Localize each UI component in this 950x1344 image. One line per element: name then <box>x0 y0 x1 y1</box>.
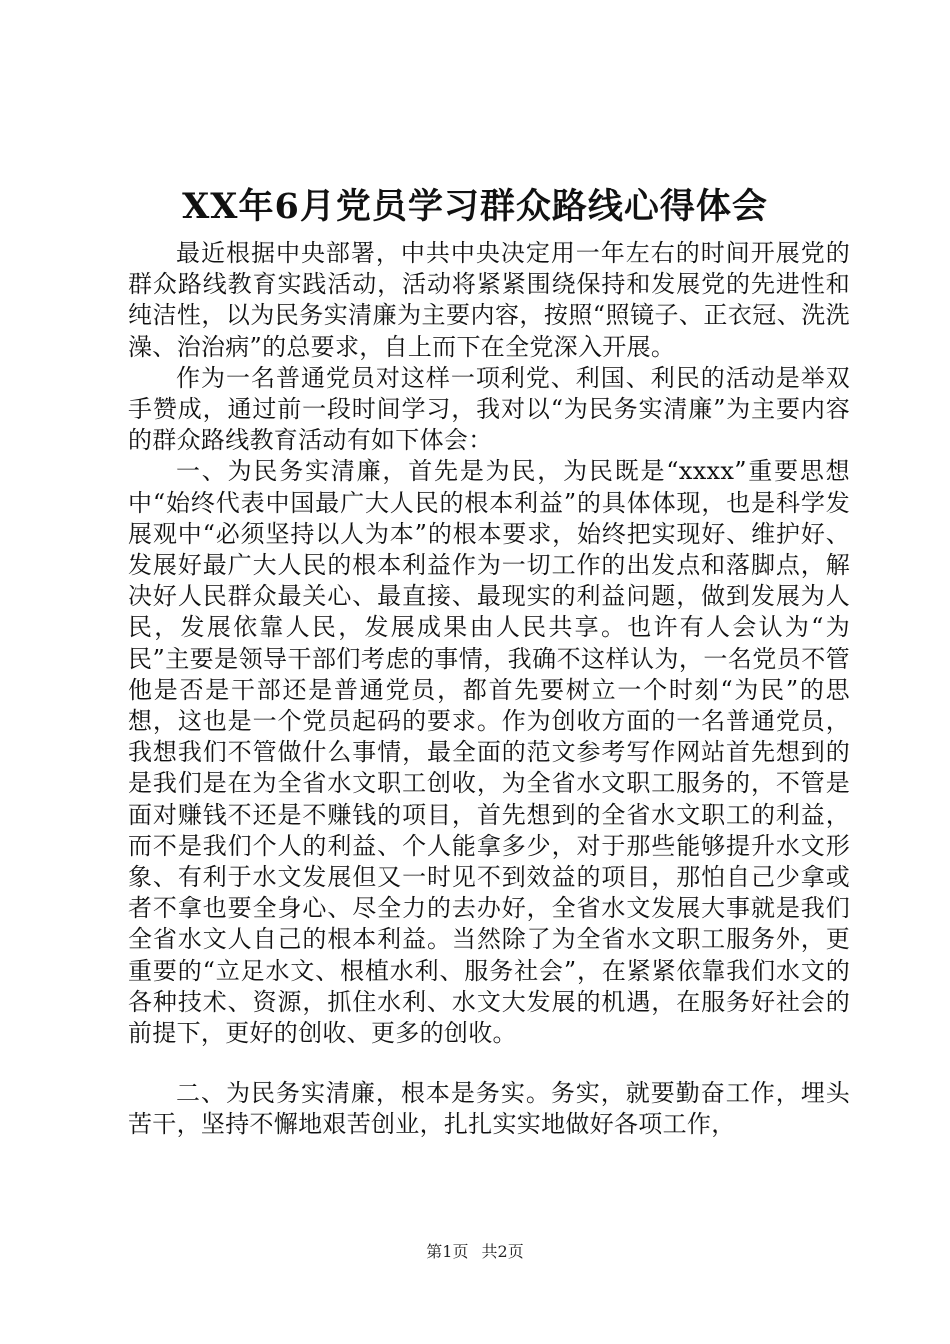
page-footer <box>0 1242 950 1262</box>
paragraph-stance: 作为一名普通党员对这样一项利党、利国、利民的活动是举双手赞成，通过前一段时间学习，我对以“为民务实清廉”为主要内容的群众路线教育活动有如下体会： <box>128 363 850 455</box>
page-total: 共2页 <box>481 1242 524 1261</box>
paragraph-intro: 最近根据中央部署，中共中央决定用一年左右的时间开展党的群众路线教育实践活动，活动将紧紧围绕保持和发展党的先进性和纯洁性，以为民务实清廉为主要内容，按照“照镜子、正衣冠、洗洗澡、治治病”的总要求，自上而下在全党深入开展。 <box>128 239 850 361</box>
document-title: XX年6月党员学习群众路线心得体会 <box>182 186 768 227</box>
paragraph-point-two: 二、为民务实清廉，根本是务实。务实，就要勤奋工作，埋头苦干，坚持不懈地艰苦创业，扎扎实实地做好各项工作， <box>128 1079 850 1139</box>
page-number: 第1页 <box>426 1242 469 1261</box>
document-body <box>128 238 850 1141</box>
paragraph-point-one: 一、为民务实清廉，首先是为民，为民既是“xxxx”重要思想中“始终代表中国最广大人民的根本利益”的具体体现，也是科学发展观中“必须坚持以人为本”的根本要求，始终把实现好、维护好、发展好最广大人民的根本利益作为一切工作的出发点和落脚点，解决好人民群众最关心、最直接、最现实的利益问题，做到发展为人民，发展依靠人民，发展成果由人民共享。也许有人会认为“为民”主要是领导干部们考虑的事情，我确不这样认为，一名党员不管他是否是干部还是普通党员，都首先要树立一个时刻“为民”的思想，这也是一个党员起码的要求。作为创收方面的一名普通党员，我想我们不管做什么事情，最全面的范文参考写作网站首先想到的是我们是在为全省水文职工创收，为全省水文职工服务的，不管是面对赚钱不还是不赚钱的项目，首先想到的全省水文职工的利益，而不是我们个人的利益、个人能拿多少，对于那些能够提升水文形象、有利于水文发展但又一时见不到效益的项目，那怕自己少拿或者不拿也要全身心、尽全力的去办好，全省水文发展大事就是我们全省水文人自己的根本利益。当然除了为全省水文职工服务外，更重要的“立足水文、根植水利、服务社会”，在紧紧依靠我们水文的各种技术、资源，抓住水利、水文大发展的机遇，在服务好社会的前提下，更好的创收、更多的创收。 <box>128 457 850 1048</box>
